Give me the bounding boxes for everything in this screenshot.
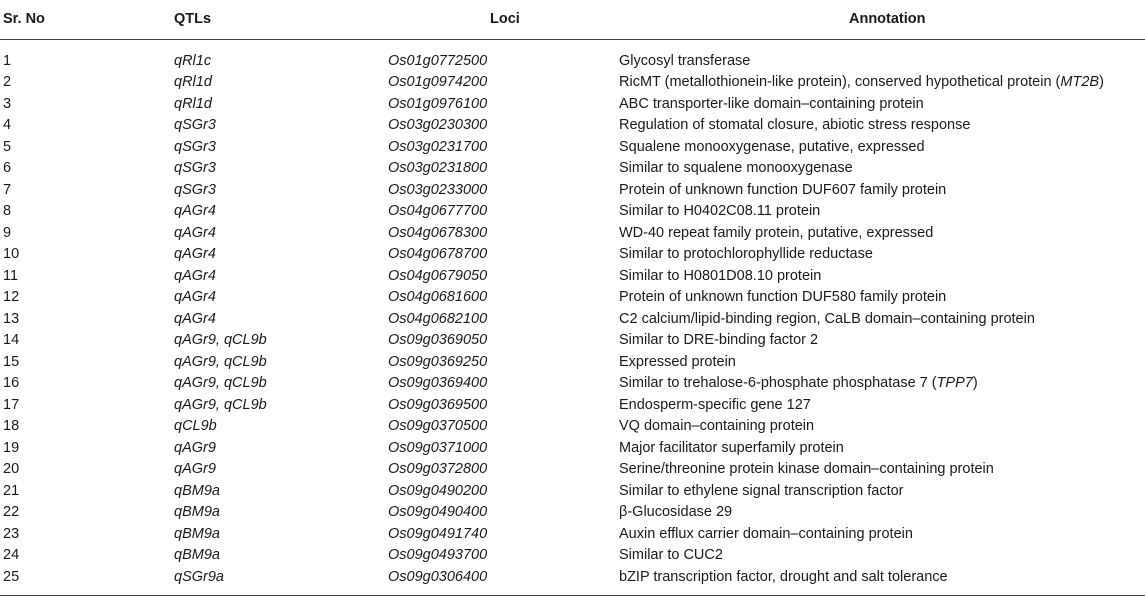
cell-annotation <box>619 39 1145 72</box>
cell-locus: Os03g0231700 <box>388 138 488 155</box>
cell-annotation <box>619 524 1145 546</box>
cell-locus: Os01g0976100 <box>388 95 488 112</box>
annotation-text: Major facilitator superfamily protein <box>619 439 844 456</box>
table-row <box>0 395 1145 417</box>
annotation-text: Similar to CUC2 <box>619 547 723 563</box>
table-row <box>0 266 1145 288</box>
annotation-text: Endosperm-specific gene 127 <box>619 396 811 413</box>
table-body <box>0 39 1145 596</box>
cell-qtl: qCL9b <box>174 418 217 434</box>
table-row <box>0 158 1145 180</box>
cell-sr-no: 13 <box>3 310 20 327</box>
cell-qtl: qAGr9, qCL9b <box>174 332 267 348</box>
cell-qtl: qAGr9, qCL9b <box>174 353 267 370</box>
annotation-text: Protein of unknown function DUF607 family protein <box>619 181 947 198</box>
cell-sr-no: 5 <box>3 138 12 155</box>
cell-locus: Os01g0772500 <box>388 52 488 69</box>
cell-sr-no: 4 <box>3 117 12 133</box>
table-row <box>0 373 1145 395</box>
cell-annotation <box>619 94 1145 116</box>
annotation-text: RicMT (metallothionein-like protein), conserved hypothetical protein ( <box>619 74 1061 90</box>
cell-qtl: qSGr9a <box>172 567 388 596</box>
cell-sr-no: 7 <box>3 181 12 198</box>
cell-locus: Os09g0490200 <box>388 482 488 499</box>
cell-qtl: qAGr9 <box>174 461 216 477</box>
table-row <box>0 287 1145 309</box>
cell-sr-no: 23 <box>3 525 20 542</box>
cell-qtl: qAGr9 <box>174 439 216 456</box>
cell-qtl: qRl1d <box>174 95 212 112</box>
cell-locus: Os09g0491740 <box>388 525 488 542</box>
table-row <box>0 459 1145 481</box>
annotation-text: Similar to ethylene signal transcription factor <box>619 482 904 499</box>
annotation-gene-symbol: TPP7 <box>936 375 973 391</box>
cell-annotation <box>619 180 1145 202</box>
cell-qtl: qAGr4 <box>174 203 216 219</box>
table-row <box>0 223 1145 245</box>
cell-sr-no: 11 <box>3 267 19 284</box>
cell-locus: Os03g0230300 <box>388 117 488 133</box>
table-row <box>0 502 1145 524</box>
header-sr-no: Sr. No <box>0 0 172 39</box>
annotation-text: ) <box>1099 74 1104 90</box>
cell-annotation <box>619 158 1145 180</box>
cell-locus: Os09g0371000 <box>388 439 488 456</box>
cell-locus: Os09g0372800 <box>388 461 488 477</box>
cell-annotation <box>619 201 1145 223</box>
cell-annotation <box>619 502 1145 524</box>
table-row <box>0 244 1145 266</box>
cell-qtl: qSGr3 <box>174 160 216 176</box>
cell-qtl: qRl1d <box>174 74 212 90</box>
annotation-text: Similar to H0402C08.11 protein <box>619 203 821 219</box>
cell-annotation <box>619 137 1145 159</box>
header-row <box>0 0 1145 39</box>
table-row <box>0 567 1145 596</box>
cell-annotation <box>619 481 1145 503</box>
cell-qtl: qBM9a <box>174 504 220 520</box>
cell-locus: Os04g0678300 <box>388 224 488 241</box>
header-qtls: QTLs <box>172 0 388 39</box>
cell-annotation <box>619 266 1145 288</box>
cell-locus: Os04g0682100 <box>388 310 488 327</box>
table-header <box>0 0 1145 39</box>
cell-sr-no: 6 <box>3 160 12 176</box>
cell-annotation <box>619 223 1145 245</box>
table-row <box>0 115 1145 137</box>
annotation-text: VQ domain–containing protein <box>619 418 815 434</box>
cell-qtl: qAGr9, qCL9b <box>174 396 267 413</box>
cell-qtl: qSGr3 <box>174 117 216 133</box>
cell-sr-no: 25 <box>0 567 172 596</box>
header-annotation: Annotation <box>619 0 1145 39</box>
cell-sr-no: 8 <box>3 203 12 219</box>
cell-annotation <box>619 244 1145 266</box>
cell-sr-no: 2 <box>3 74 12 90</box>
annotation-text: β-Glucosidase 29 <box>619 504 733 520</box>
cell-locus: Os09g0493700 <box>388 547 488 563</box>
table-row <box>0 481 1145 503</box>
cell-qtl: qSGr3 <box>174 138 216 155</box>
cell-annotation <box>619 395 1145 417</box>
table-row <box>0 524 1145 546</box>
annotation-gene-symbol: MT2B <box>1060 74 1100 90</box>
annotation-text: ) <box>972 375 978 391</box>
annotation-text: ABC transporter-like domain–containing protein <box>619 95 924 112</box>
table-row <box>0 72 1145 94</box>
cell-sr-no: 15 <box>3 353 20 370</box>
cell-annotation <box>619 330 1145 352</box>
table-row <box>0 94 1145 116</box>
annotation-text: Similar to H0801D08.10 protein <box>619 267 822 284</box>
cell-annotation <box>619 309 1145 331</box>
cell-qtl: qAGr4 <box>174 289 216 305</box>
annotation-text: Similar to trehalose-6-phosphate phosphatase 7 ( <box>619 375 937 391</box>
table-row <box>0 330 1145 352</box>
cell-sr-no: 21 <box>3 482 20 499</box>
cell-locus: Os09g0369050 <box>388 332 488 348</box>
cell-annotation <box>619 545 1145 567</box>
cell-sr-no: 18 <box>3 418 20 434</box>
table-row <box>0 352 1145 374</box>
cell-locus: Os04g0678700 <box>388 246 488 262</box>
table-row <box>0 309 1145 331</box>
cell-annotation <box>619 72 1145 94</box>
cell-annotation <box>619 416 1145 438</box>
cell-qtl: qBM9a <box>174 547 220 563</box>
header-loci: Loci <box>388 0 619 39</box>
cell-annotation <box>619 352 1145 374</box>
table-row <box>0 180 1145 202</box>
cell-qtl: qAGr9, qCL9b <box>174 375 267 391</box>
cell-annotation <box>619 438 1145 460</box>
cell-qtl: qAGr4 <box>174 224 216 241</box>
cell-sr-no: 12 <box>3 289 20 305</box>
cell-qtl: qBM9a <box>174 525 220 542</box>
cell-annotation <box>619 373 1145 395</box>
cell-locus: Os09g0490400 <box>388 504 488 520</box>
cell-qtl: qAGr4 <box>174 310 216 327</box>
annotation-text: Protein of unknown function DUF580 family protein <box>619 289 947 305</box>
cell-sr-no: 10 <box>3 246 20 262</box>
cell-sr-no: 14 <box>3 332 20 348</box>
cell-sr-no: 20 <box>3 461 20 477</box>
cell-locus: Os09g0306400 <box>388 567 619 596</box>
table-row <box>0 438 1145 460</box>
annotation-text: Expressed protein <box>619 353 736 370</box>
cell-locus: Os03g0233000 <box>388 181 488 198</box>
annotation-text: Glycosyl transferase <box>619 52 751 69</box>
cell-locus: Os01g0974200 <box>388 74 488 90</box>
cell-locus: Os03g0231800 <box>388 160 488 176</box>
cell-sr-no: 24 <box>3 547 20 563</box>
table-row <box>0 545 1145 567</box>
cell-locus: Os04g0679050 <box>388 267 488 284</box>
cell-locus: Os04g0677700 <box>388 203 488 219</box>
cell-locus: Os09g0369400 <box>388 375 488 391</box>
table-row <box>0 39 1145 72</box>
cell-annotation <box>619 115 1145 137</box>
cell-locus: Os09g0369250 <box>388 353 488 370</box>
table-row <box>0 201 1145 223</box>
table-row <box>0 137 1145 159</box>
cell-qtl: qAGr4 <box>174 267 216 284</box>
cell-qtl: qAGr4 <box>174 246 216 262</box>
annotation-text: Similar to protochlorophyllide reductase <box>619 246 873 262</box>
cell-annotation <box>619 459 1145 481</box>
cell-qtl: qSGr3 <box>174 181 216 198</box>
cell-qtl: qRl1c <box>174 52 212 69</box>
annotation-text: Auxin efflux carrier domain–containing protein <box>619 525 913 542</box>
cell-sr-no: 17 <box>3 396 20 413</box>
annotation-text: bZIP transcription factor, drought and salt tolerance <box>619 568 948 585</box>
annotation-text: Similar to squalene monooxygenase <box>619 160 853 176</box>
cell-locus: Os04g0681600 <box>388 289 488 305</box>
cell-annotation <box>619 567 1145 596</box>
annotation-text: Regulation of stomatal closure, abiotic stress response <box>619 117 971 133</box>
cell-annotation <box>619 287 1145 309</box>
cell-sr-no: 19 <box>3 439 20 456</box>
cell-sr-no: 16 <box>3 375 20 391</box>
cell-locus: Os09g0370500 <box>388 418 488 434</box>
annotation-text: C2 calcium/lipid-binding region, CaLB domain–containing protein <box>619 310 1035 327</box>
cell-sr-no: 1 <box>3 52 12 69</box>
cell-qtl: qBM9a <box>174 482 220 499</box>
cell-sr-no: 9 <box>3 224 12 241</box>
cell-sr-no: 22 <box>3 504 20 520</box>
annotation-text: Serine/threonine protein kinase domain–containing protein <box>619 461 994 477</box>
cell-sr-no: 3 <box>3 95 12 112</box>
annotation-text: Similar to DRE-binding factor 2 <box>619 332 819 348</box>
annotation-text: Squalene monooxygenase, putative, expressed <box>619 138 925 155</box>
annotation-text: WD-40 repeat family protein, putative, expressed <box>619 224 934 241</box>
table-row <box>0 416 1145 438</box>
cell-locus: Os09g0369500 <box>388 396 488 413</box>
